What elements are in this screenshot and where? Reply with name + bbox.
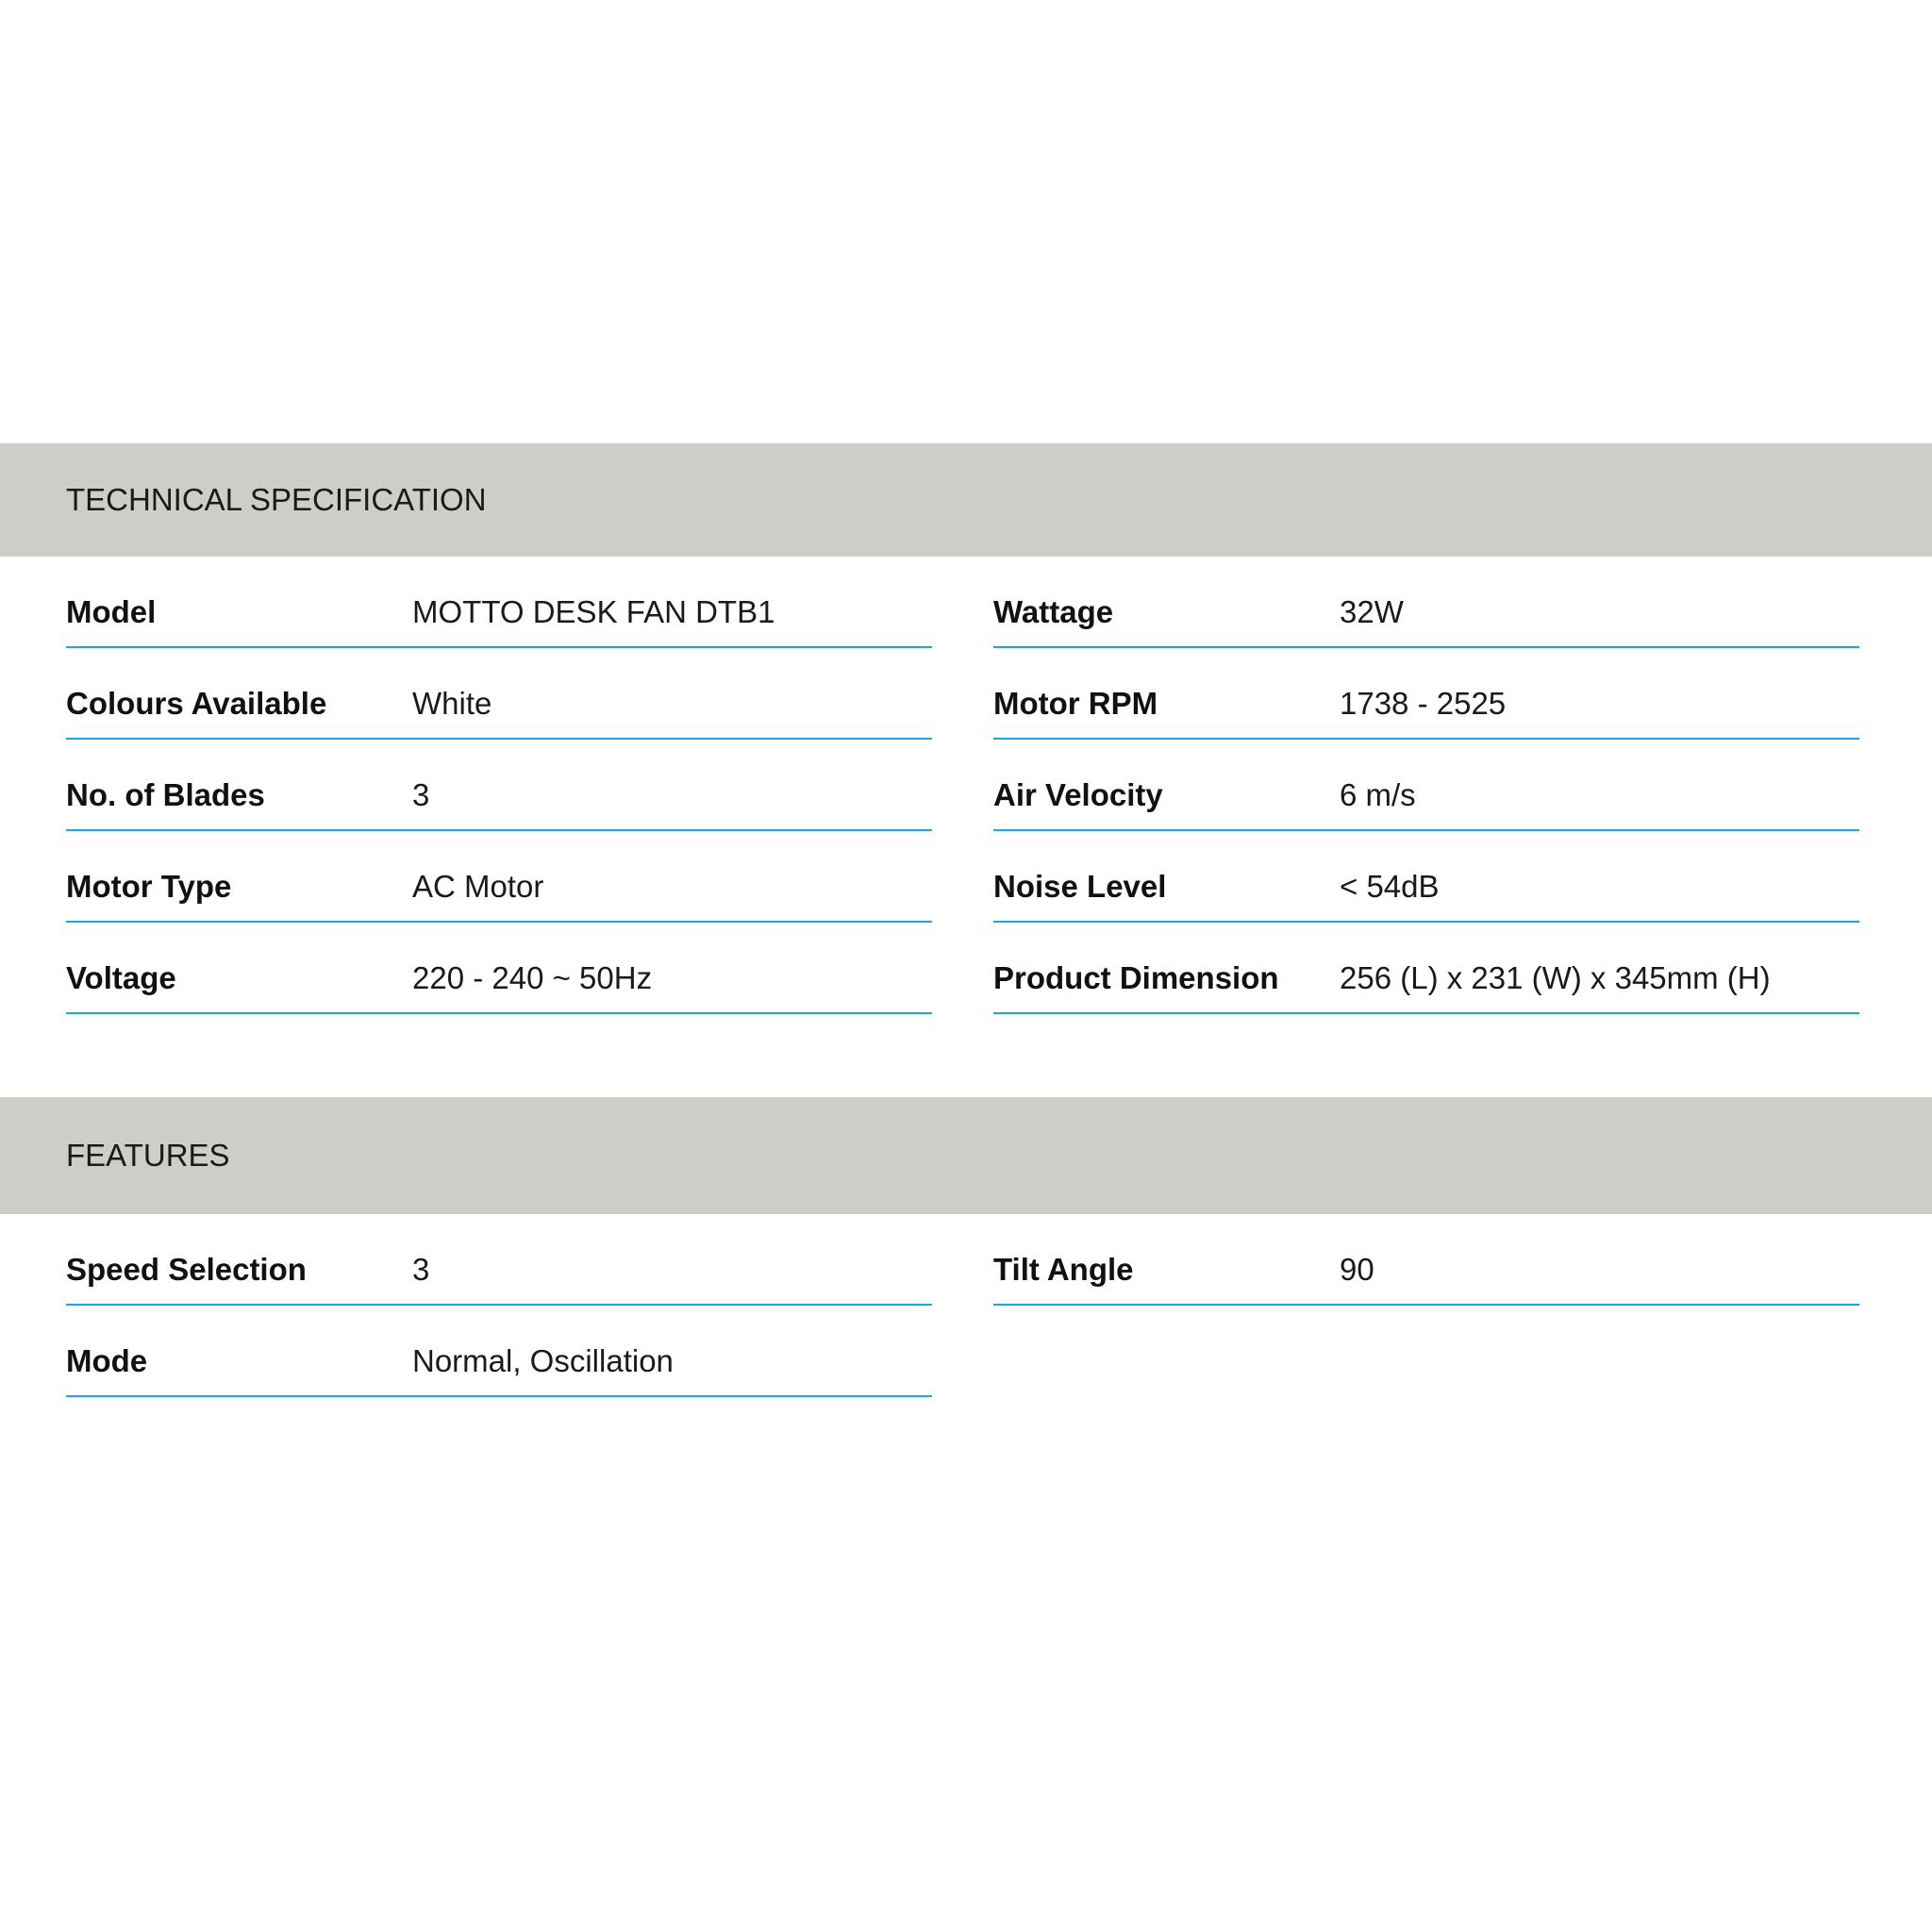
- features-header: [0, 1097, 1932, 1214]
- spec-value: 256 (L) x 231 (W) x 345mm (H): [1340, 960, 1771, 995]
- feature-value: Normal, Oscillation: [412, 1343, 674, 1378]
- spec-row-noise-level: [993, 831, 1859, 923]
- section-title: TECHNICAL SPECIFICATION: [66, 482, 487, 517]
- spec-label: Model: [66, 594, 157, 629]
- spec-label: Wattage: [993, 594, 1114, 629]
- spec-label: Motor Type: [66, 869, 232, 904]
- spec-column-right: [993, 557, 1859, 1014]
- feature-value: 90: [1340, 1252, 1374, 1287]
- spec-label: No. of Blades: [66, 777, 265, 812]
- spec-row-voltage: [66, 923, 932, 1014]
- spec-label: Colours Available: [66, 686, 327, 721]
- spec-row-product-dimension: [993, 923, 1859, 1014]
- spec-row-motor-rpm: [993, 648, 1859, 740]
- technical-specification-header: [0, 443, 1932, 557]
- spec-row-air-velocity: [993, 740, 1859, 831]
- spec-row-wattage: [993, 557, 1859, 648]
- feature-row-mode: [66, 1306, 932, 1397]
- spec-value: < 54dB: [1340, 869, 1440, 904]
- spec-value: 32W: [1340, 594, 1404, 629]
- spec-value: 220 - 240 ~ 50Hz: [412, 960, 653, 995]
- spec-column-left: [66, 557, 932, 1014]
- spec-label: Air Velocity: [993, 777, 1163, 812]
- spec-row-colours-available: [66, 648, 932, 740]
- feature-row-speed-selection: [66, 1214, 932, 1306]
- feature-label: Mode: [66, 1343, 148, 1378]
- spec-label: Noise Level: [993, 869, 1167, 904]
- spec-value: AC Motor: [412, 869, 544, 904]
- feature-value: 3: [412, 1252, 430, 1287]
- feature-label: Tilt Angle: [993, 1252, 1134, 1287]
- spec-label: Motor RPM: [993, 686, 1158, 721]
- spec-row-motor-type: [66, 831, 932, 923]
- section-title: FEATURES: [66, 1138, 230, 1173]
- features-column-left: [66, 1214, 932, 1397]
- features-column-right: [993, 1214, 1859, 1306]
- spec-row-model: [66, 557, 932, 648]
- spec-label: Product Dimension: [993, 960, 1279, 995]
- spec-value: 6 m/s: [1340, 777, 1416, 812]
- feature-row-tilt-angle: [993, 1214, 1859, 1306]
- spec-value: White: [412, 686, 492, 721]
- spec-label: Voltage: [66, 960, 176, 995]
- spec-value: 3: [412, 777, 430, 812]
- spec-value: 1738 - 2525: [1340, 686, 1507, 721]
- spec-row-no-of-blades: [66, 740, 932, 831]
- feature-label: Speed Selection: [66, 1252, 307, 1287]
- spec-value: MOTTO DESK FAN DTB1: [412, 594, 775, 629]
